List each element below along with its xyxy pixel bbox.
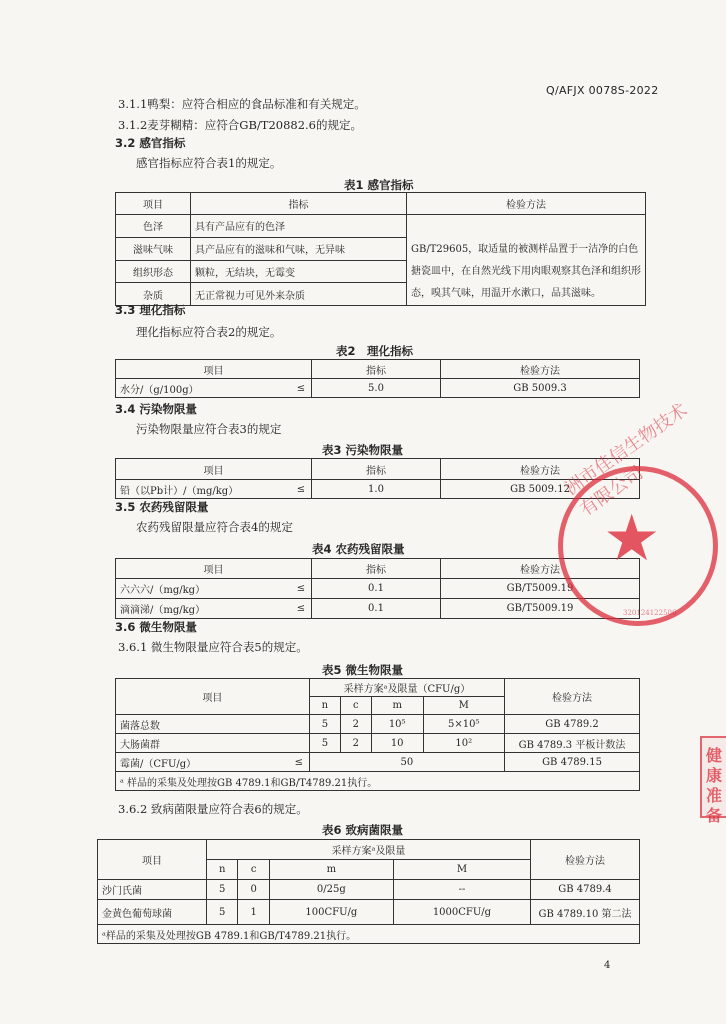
clause-3-6-1: 3.6.1 微生物限量应符合表5的规定。: [118, 640, 308, 654]
table-cell: GB 4789.2: [505, 715, 640, 734]
table-cell: ≤: [291, 579, 312, 599]
section-3-3-title: 3.3 理化指标: [115, 303, 186, 317]
table-cell: 2: [340, 715, 371, 734]
table-header: 项目: [98, 840, 207, 880]
table-cell: 5: [309, 734, 340, 753]
table-note: ᵃ样品的采集及处理按GB 4789.1和GB/T4789.21执行。: [98, 925, 640, 944]
table-cell: 50: [309, 753, 504, 772]
edge-stamp-text: 健康准备: [706, 746, 723, 825]
company-seal: [558, 399, 718, 626]
table-cell: 0: [238, 880, 269, 900]
table-cell: 滴滴涕/（mg/kg）: [116, 599, 292, 619]
table-cell: 5: [207, 880, 238, 900]
table-header: 采样方案ᵃ及限量（CFU/g）: [309, 679, 504, 697]
table-note: ᵃ 样品的采集及处理按GB 4789.1和GB/T4789.21执行。: [116, 772, 640, 791]
table-cell: ≤: [289, 753, 310, 772]
table-header: 采样方案ᵃ及限量: [207, 840, 531, 860]
section-3-5-title: 3.5 农药残留限量: [115, 500, 209, 514]
table-cell: 0.1: [312, 599, 441, 619]
table-header: 检验方法: [407, 193, 646, 215]
table-cell: 2: [340, 734, 371, 753]
table-header: n: [207, 860, 238, 880]
table-cell: 1.0: [312, 480, 441, 499]
table-cell: GB 4789.3 平板计数法: [505, 734, 640, 753]
table-cell: 0/25g: [269, 880, 393, 900]
table-header: c: [340, 697, 371, 715]
table-cell: 5: [309, 715, 340, 734]
table-cell: 霉菌/（CFU/g）: [116, 753, 289, 772]
table-cell: GB 4789.4: [531, 880, 640, 900]
section-3-4-text: 污染物限量应符合表3的规定: [136, 422, 282, 436]
table-cell: GB 5009.3: [441, 379, 640, 398]
table-5-caption: 表5 微生物限量: [322, 663, 404, 677]
table-header: 检验方法: [441, 360, 640, 379]
table-cell: 具有产品应有的色泽: [191, 215, 407, 238]
table-cell: ≤: [291, 480, 312, 499]
table-cell: 5.0: [312, 379, 441, 398]
clause-3-1-1: 3.1.1鸭梨：应符合相应的食品标准和有关规定。: [118, 97, 366, 111]
table-cell: 10: [371, 734, 423, 753]
table-cell: GB/T5009.19: [441, 599, 640, 619]
table-cell: 杂质: [116, 283, 191, 306]
table-cell: 无正常视力可见外来杂质: [191, 283, 407, 306]
table-cell: 水分/（g/100g）: [116, 379, 292, 398]
table-cell: ≤: [291, 599, 312, 619]
section-3-3-text: 理化指标应符合表2的规定。: [136, 325, 282, 339]
table-header: 检验方法: [505, 679, 640, 715]
table-cell: 100CFU/g: [269, 900, 393, 925]
document-number: Q/AFJX 0078S-2022: [546, 84, 659, 97]
table-cell: 大肠菌群: [116, 734, 310, 753]
table-header: M: [423, 697, 504, 715]
section-3-5-text: 农药残留限量应符合表4的规定: [136, 520, 293, 534]
table-cell: 颗粒，无结块，无霉变: [191, 260, 407, 283]
section-3-2-title: 3.2 感官指标: [115, 136, 186, 150]
section-3-4-title: 3.4 污染物限量: [115, 402, 197, 416]
table-header: 检验方法: [441, 459, 640, 480]
table-header: n: [309, 697, 340, 715]
page-number: 4: [604, 960, 611, 971]
table-cell: GB/T5009.19: [441, 579, 640, 599]
clause-3-6-2: 3.6.2 致病菌限量应符合表6的规定。: [118, 802, 308, 816]
table-cell: GB 4789.10 第二法: [531, 900, 640, 925]
table-header: 项目: [116, 459, 312, 480]
table-cell: 0.1: [312, 579, 441, 599]
table-6-caption: 表6 致病菌限量: [322, 823, 404, 837]
table-header: c: [238, 860, 269, 880]
table-cell: 菌落总数: [116, 715, 310, 734]
table-header: 项目: [116, 360, 312, 379]
table-6-pathogen-limits: [97, 839, 640, 944]
table-cell: GB 5009.12: [441, 480, 640, 499]
section-3-6-title: 3.6 微生物限量: [115, 620, 197, 634]
seal-code: 320124122506: [623, 609, 677, 617]
table-1-sensory: [115, 192, 646, 306]
table-cell: 1000CFU/g: [393, 900, 530, 925]
table-cell: 10²: [423, 734, 504, 753]
table-2-physicochemical: [115, 359, 640, 398]
table-4-caption: 表4 农药残留限量: [312, 542, 405, 556]
sensory-test-method: GB/T29605，取适量的被测样品置于一洁净的白色搪瓷皿中，在自然光线下用肉眼观察其色泽和组织形态，嗅其气味，用温开水漱口，品其滋味。: [407, 215, 646, 306]
table-header: 项目: [116, 559, 312, 579]
table-cell: --: [393, 880, 530, 900]
table-header: M: [393, 860, 530, 880]
table-cell: 组织形态: [116, 260, 191, 283]
clause-3-1-2: 3.1.2麦芽糊精：应符合GB/T20882.6的规定。: [118, 118, 362, 132]
table-header: 项目: [116, 193, 191, 215]
table-cell: 5×10⁵: [423, 715, 504, 734]
table-cell: 色泽: [116, 215, 191, 238]
table-header: 指标: [191, 193, 407, 215]
seal-text: 洲市佳信生物技术有限公司: [561, 399, 692, 521]
table-header: 检验方法: [531, 840, 640, 880]
table-header: 项目: [116, 679, 310, 715]
table-header: 指标: [312, 459, 441, 480]
table-2-caption: 表2 理化指标: [336, 344, 414, 358]
edge-stamp: [700, 736, 726, 825]
table-3-caption: 表3 污染物限量: [322, 443, 404, 457]
table-cell: 沙门氏菌: [98, 880, 207, 900]
table-cell: GB 4789.15: [505, 753, 640, 772]
table-header: m: [269, 860, 393, 880]
table-header: m: [371, 697, 423, 715]
table-cell: 金黄色葡萄球菌: [98, 900, 207, 925]
table-cell: 10⁵: [371, 715, 423, 734]
table-header: 检验方法: [441, 559, 640, 579]
table-cell: 铅（以Pb计）/（mg/kg）: [116, 480, 292, 499]
table-header: 指标: [312, 360, 441, 379]
table-cell: 六六六/（mg/kg）: [116, 579, 292, 599]
table-header: 指标: [312, 559, 441, 579]
star-icon: ★: [603, 502, 661, 576]
table-cell: 滋味气味: [116, 237, 191, 260]
table-1-caption: 表1 感官指标: [344, 178, 414, 192]
table-5-microbial-limits: [115, 678, 640, 791]
table-cell: 1: [238, 900, 269, 925]
table-cell: 具产品应有的滋味和气味，无异味: [191, 237, 407, 260]
section-3-2-text: 感官指标应符合表1的规定。: [136, 156, 282, 170]
table-cell: ≤: [291, 379, 312, 398]
table-cell: 5: [207, 900, 238, 925]
